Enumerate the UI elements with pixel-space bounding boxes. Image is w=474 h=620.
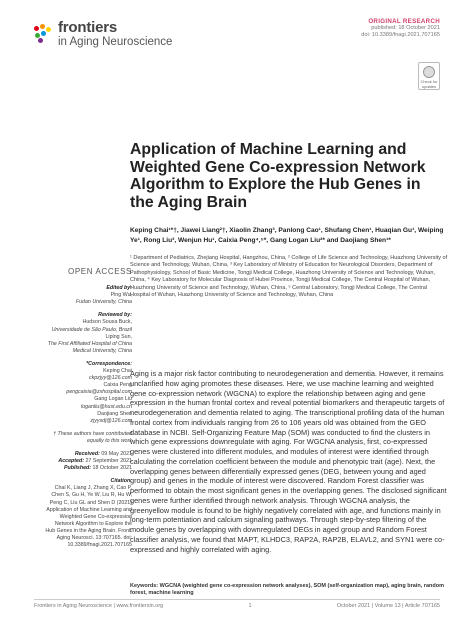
published-label: Published: bbox=[63, 465, 92, 472]
reviewer-name: Liping Sun, bbox=[105, 333, 132, 340]
brand-name: frontiers bbox=[58, 19, 118, 36]
equal-contribution-note: † These authors have contributed equally to this work bbox=[53, 430, 132, 444]
footer-volume: October 2021 | Volume 13 | Article 707165 bbox=[336, 603, 440, 609]
accepted-label: Accepted: bbox=[58, 458, 84, 465]
editor-name: Ping Wu, bbox=[110, 292, 132, 299]
article-sidebar bbox=[44, 268, 132, 549]
affiliations: ¹ Department of Pediatrics, Zhejiang Hospital, Hangzhou, China, ² College of Life Science and Technology, Huazhong University of Science and Technology, Wuhan, China, ³ Key Laboratory of Ministry of Education for Neurological Disorders, Department of Pathophysiology, School of Basic Medicine, Tongji Medical College, Huazhong University of Science and Technology, Wuhan, China, ⁴ Key Laboratory for Molecular Diagnosis of Hubei Province, Tongji Medical College, The Central Hospital of Wuhan, Huazhong University of Science and Technology, Wuhan, China, ⁵ Central Laboratory, Tongji Medical College, The Central Hospital of Wuhan, Huazhong University of Science and Technology, Wuhan, China bbox=[130, 255, 448, 299]
correspondent-name: Daojiang Shen bbox=[97, 410, 132, 417]
correspondent-name: Caixia Peng bbox=[103, 382, 132, 389]
correspondent-email[interactable]: pengcaixia@zxhospital.com bbox=[66, 389, 132, 396]
footer-journal[interactable]: Frontiers in Aging Neuroscience | www.frontiersin.org bbox=[34, 603, 164, 609]
received-date: 09 May 2021 bbox=[101, 450, 132, 457]
keywords-label: Keywords: bbox=[130, 583, 159, 589]
correspondent-name: Gang Logan Liu bbox=[94, 396, 132, 403]
editor-affiliation: Fudan University, China bbox=[75, 299, 132, 306]
reviewer-affiliation: The First Affiliated Hospital of China Medical University, China bbox=[47, 340, 132, 354]
article-meta bbox=[361, 18, 440, 39]
published-date-sidebar: 18 October 2021 bbox=[92, 465, 132, 472]
page-number: 1 bbox=[248, 603, 252, 609]
author-list: Keping Chai¹*†, Jiawei Liang²†, Xiaolin Zhang³, Panlong Cao¹, Shufang Chen¹, Huaqian Gu¹, Weiping Ye¹, Rong Liu³, Wenjun Hu¹, Caixia Peng⁴,⁵*, Gang Logan Liu²* and Daojiang Shen¹* bbox=[130, 227, 444, 244]
article-type: ORIGINAL RESEARCH bbox=[368, 18, 440, 25]
page-footer bbox=[34, 599, 440, 613]
correspondent-email[interactable]: ckpzjyy@126.com bbox=[88, 375, 132, 382]
doi-link[interactable]: doi: 10.3389/fnagi.2021.707165 bbox=[361, 32, 440, 38]
reviewed-by-label: Reviewed by: bbox=[98, 312, 132, 319]
reviewer-affiliation: Universidade de São Paulo, Brazil bbox=[51, 326, 132, 333]
correspondent-name: Keping Chai bbox=[103, 368, 132, 375]
correspondent-email[interactable]: zjyysdj@126.com bbox=[90, 417, 132, 424]
accepted-date: 27 September 2021 bbox=[85, 458, 132, 465]
edited-by-label: Edited by: bbox=[106, 285, 132, 292]
keywords bbox=[130, 583, 448, 598]
citation-text: Chai K, Liang J, Zhang X, Cao P, Chen S, Gu H, Ye W, Liu R, Hu W, Peng C, Liu GL and Shen D (2021) Application of Machine Learning and Weighted Gene Co-expression Network Algorithm to Explore the Hub Genes in the Aging Brain. Front. Aging Neurosci. 13:707165. doi: 10.3389/fnagi.2021.707165 bbox=[45, 485, 132, 549]
open-access-label: OPEN ACCESS bbox=[68, 267, 132, 276]
abstract: Aging is a major risk factor contributing to neurodegeneration and dementia. However, it remains unclarified how aging promotes these diseases. Here, we use machine learning and weighted gene co-expression network (WGCNA) to explore the relationship between aging and gene expression in the human frontal cortex and reveal potential biomarkers and therapeutic targets of neurodegeneration and dementia related to aging. The transcriptional profiling data of the human frontal cortex from individuals ranging from 26 to 106 years old was obtained from the GEO database in NCBI. Self-Organizing Feature Map (SOM) was conducted to find the clusters in which gene expressions downregulate with aging. For WGCNA analysis, first, co-expressed genes were clustered into different modules, and modules of interest were identified through calculating the correlation coefficient between the module and phenotypic trait (age). Next, the overlapping genes between differentially expressed genes (DEG, between young and aged group) and genes in the module of interest were discovered. Random Forest classifier was performed to obtain the most significant genes in the overlapping genes. The disclosed significant genes were further identified through network analysis. Through WGCNA analysis, the greenyellow module is found to be highly negatively correlated with age, and functions mainly in long-term potentiation and calcium signaling pathways. Through step-by-step filtering of the module genes by overlapping with downregulated DEGs in aged group and Random Forest classifier analysis, we found that MAPT, KLHDC3, RAP2A, RAP2B, ELAVL2, and SYN1 were co-expressed and highly correlated with aging. bbox=[130, 369, 447, 554]
correspondence-label: *Correspondence: bbox=[86, 360, 132, 367]
received-label: Received: bbox=[74, 450, 100, 457]
keywords-text: WGCNA (weighted gene co-expression network analyses), SOM (self-organization map), aging brain, random forest, machine learning bbox=[130, 583, 444, 597]
journal-name: in Aging Neuroscience bbox=[58, 36, 173, 48]
check-updates-icon bbox=[423, 66, 435, 78]
article-title: Application of Machine Learning and Weighted Gene Co-expression Network Algorithm to Explore the Hub Genes in the Aging Brain bbox=[130, 141, 426, 211]
reviewer-name: Hudson Sousa Buck, bbox=[82, 319, 132, 326]
frontiers-mark-icon bbox=[34, 24, 54, 44]
check-updates-button[interactable] bbox=[418, 62, 440, 90]
published-date: published: 18 October 2021 bbox=[371, 25, 440, 31]
check-updates-label: Check for updates bbox=[420, 79, 438, 89]
correspondent-email[interactable]: loganliu@hust.edu.cn bbox=[80, 403, 132, 410]
citation-label: Citation: bbox=[110, 478, 132, 485]
journal-logo[interactable] bbox=[34, 20, 172, 49]
